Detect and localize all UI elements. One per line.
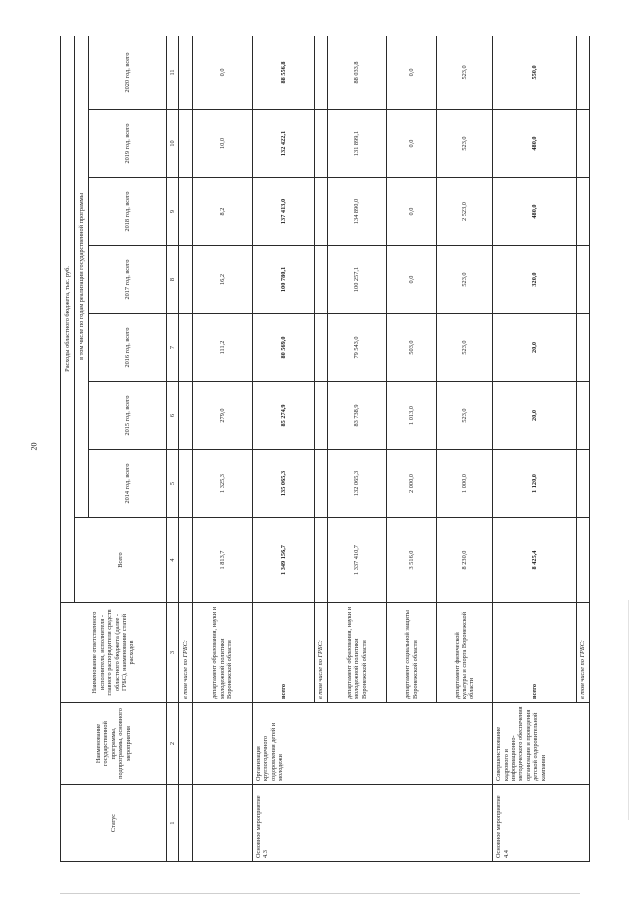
year-value-cell <box>314 450 327 518</box>
year-value-cell <box>576 314 589 382</box>
total-cell: 8 230,0 <box>437 518 493 603</box>
total-cell: 8 425,4 <box>493 518 577 603</box>
year-value-cell <box>179 450 192 518</box>
header-year: 2016 год, всего <box>89 314 167 382</box>
total-cell: 1 337 410,7 <box>328 518 387 603</box>
scan-edge-line <box>60 893 580 894</box>
year-value-cell: 20,0 <box>493 382 577 450</box>
year-value-cell <box>576 178 589 246</box>
year-value-cell: 79 543,0 <box>328 314 387 382</box>
table-row <box>192 36 252 862</box>
total-cell: 1 813,7 <box>192 518 252 603</box>
status-cell: Основное мероприятие 4.4 <box>493 785 590 862</box>
total-cell <box>314 518 327 603</box>
status-cell <box>179 785 192 862</box>
year-value-cell <box>314 36 327 110</box>
year-value-cell: 16,2 <box>192 246 252 314</box>
year-value-cell <box>576 450 589 518</box>
year-value-cell: 1 000,0 <box>437 450 493 518</box>
executor-cell: всего <box>252 603 314 703</box>
column-number: 10 <box>167 110 179 178</box>
year-value-cell <box>179 110 192 178</box>
year-value-cell: 83 738,9 <box>328 382 387 450</box>
year-value-cell <box>576 382 589 450</box>
year-value-cell: 100 257,1 <box>328 246 387 314</box>
executor-cell: департамент физической культуры и спорта Воронежской области <box>437 603 493 703</box>
year-value-cell: 0,0 <box>387 36 437 110</box>
year-value-cell: 550,0 <box>493 36 577 110</box>
total-cell <box>576 518 589 603</box>
header-status: Статус <box>61 785 167 862</box>
executor-cell: в том числе по ГРБС: <box>314 603 327 703</box>
year-value-cell: 137 413,0 <box>252 178 314 246</box>
column-number: 5 <box>167 450 179 518</box>
program-cell: Организация круглогодичного оздоровления детей и молодежи <box>252 703 492 785</box>
year-value-cell <box>179 178 192 246</box>
year-value-cell: 131 899,1 <box>328 110 387 178</box>
year-value-cell: 320,0 <box>493 246 577 314</box>
budget-table <box>60 36 590 862</box>
year-value-cell <box>314 382 327 450</box>
year-value-cell: 134 890,0 <box>328 178 387 246</box>
column-number: 7 <box>167 314 179 382</box>
year-value-cell: 523,0 <box>437 110 493 178</box>
column-number: 11 <box>167 36 179 110</box>
year-value-cell <box>576 110 589 178</box>
column-number: 1 <box>167 785 179 862</box>
header-executor: Наименование ответственного исполнителя, исполнителя - главного распорядителя средств областного бюджета (далее - ГРБС), наименование статей расходов <box>61 603 167 703</box>
year-value-cell: 80 569,0 <box>252 314 314 382</box>
year-value-cell <box>576 246 589 314</box>
executor-cell: департамент образования, науки и молодежной политики Воронежской области <box>328 603 387 703</box>
total-cell: 1 349 156,7 <box>252 518 314 603</box>
year-value-cell <box>314 246 327 314</box>
year-value-cell: 480,0 <box>493 178 577 246</box>
year-value-cell: 8,2 <box>192 178 252 246</box>
total-cell <box>179 518 192 603</box>
table-row <box>179 36 192 862</box>
year-value-cell <box>314 178 327 246</box>
year-value-cell: 2 000,0 <box>387 450 437 518</box>
year-value-cell: 0,0 <box>192 36 252 110</box>
year-value-cell: 135 065,3 <box>252 450 314 518</box>
executor-cell: департамент социальной защиты Воронежской области <box>387 603 437 703</box>
year-value-cell: 480,0 <box>493 110 577 178</box>
column-number: 8 <box>167 246 179 314</box>
header-program: Наименование государственной программы, подпрограммы, основного мероприятия <box>61 703 167 785</box>
year-value-cell <box>314 110 327 178</box>
year-value-cell: 20,0 <box>493 314 577 382</box>
header-total: Всего <box>75 518 167 603</box>
year-value-cell: 100 780,1 <box>252 246 314 314</box>
year-value-cell: 503,0 <box>387 314 437 382</box>
year-value-cell: 0,0 <box>387 246 437 314</box>
year-value-cell: 279,0 <box>192 382 252 450</box>
year-value-cell <box>314 314 327 382</box>
table-row <box>252 36 314 862</box>
year-value-cell: 85 274,9 <box>252 382 314 450</box>
year-value-cell: 111,2 <box>192 314 252 382</box>
year-value-cell: 0,0 <box>387 110 437 178</box>
scan-edge-line <box>628 600 629 820</box>
year-value-cell <box>179 314 192 382</box>
year-value-cell: 2 523,0 <box>437 178 493 246</box>
total-cell: 3 516,0 <box>387 518 437 603</box>
year-value-cell: 523,0 <box>437 36 493 110</box>
header-year: 2017 год, всего <box>89 246 167 314</box>
page-number: 20 <box>29 442 39 451</box>
status-cell: Основное мероприятие 4.3 <box>252 785 492 862</box>
column-number: 6 <box>167 382 179 450</box>
year-value-cell: 0,0 <box>387 178 437 246</box>
executor-cell: департамент образования, науки и молодежной политики Воронежской области <box>192 603 252 703</box>
year-value-cell: 523,0 <box>437 382 493 450</box>
executor-cell: в том числе по ГРБС: <box>179 603 192 703</box>
header-year: 2019 год, всего <box>89 110 167 178</box>
program-cell <box>192 703 252 785</box>
table-row <box>493 36 577 862</box>
year-value-cell: 132 065,3 <box>328 450 387 518</box>
program-cell <box>179 703 192 785</box>
year-value-cell: 523,0 <box>437 246 493 314</box>
column-number: 4 <box>167 518 179 603</box>
year-value-cell: 10,0 <box>192 110 252 178</box>
rotated-page <box>60 36 590 862</box>
year-value-cell: 132 422,1 <box>252 110 314 178</box>
year-value-cell: 1 013,0 <box>387 382 437 450</box>
year-value-cell <box>179 382 192 450</box>
year-value-cell: 88 556,8 <box>252 36 314 110</box>
program-cell: Совершенствование кадрового и информационно-методического обеспечения организации и проведения детской оздоровительной кампании <box>493 703 590 785</box>
header-year: 2014 год, всего <box>89 450 167 518</box>
column-number: 2 <box>167 703 179 785</box>
header-expenses-group: Расходы областного бюджета, тыс. руб. <box>61 36 75 603</box>
year-value-cell: 1 120,0 <box>493 450 577 518</box>
executor-cell: в том числе по ГРБС: <box>576 603 589 703</box>
year-value-cell <box>179 246 192 314</box>
year-value-cell: 1 325,3 <box>192 450 252 518</box>
rotated-table-container <box>60 36 590 862</box>
year-value-cell: 88 033,8 <box>328 36 387 110</box>
column-number: 9 <box>167 178 179 246</box>
header-year: 2018 год, всего <box>89 178 167 246</box>
column-number: 3 <box>167 603 179 703</box>
header-by-years-group: в том числе по годам реализации государственной программы <box>75 36 89 518</box>
header-year: 2020 год, всего <box>89 36 167 110</box>
year-value-cell <box>179 36 192 110</box>
year-value-cell: 523,0 <box>437 314 493 382</box>
year-value-cell <box>576 36 589 110</box>
executor-cell: всего <box>493 603 577 703</box>
status-cell <box>192 785 252 862</box>
header-year: 2015 год, всего <box>89 382 167 450</box>
